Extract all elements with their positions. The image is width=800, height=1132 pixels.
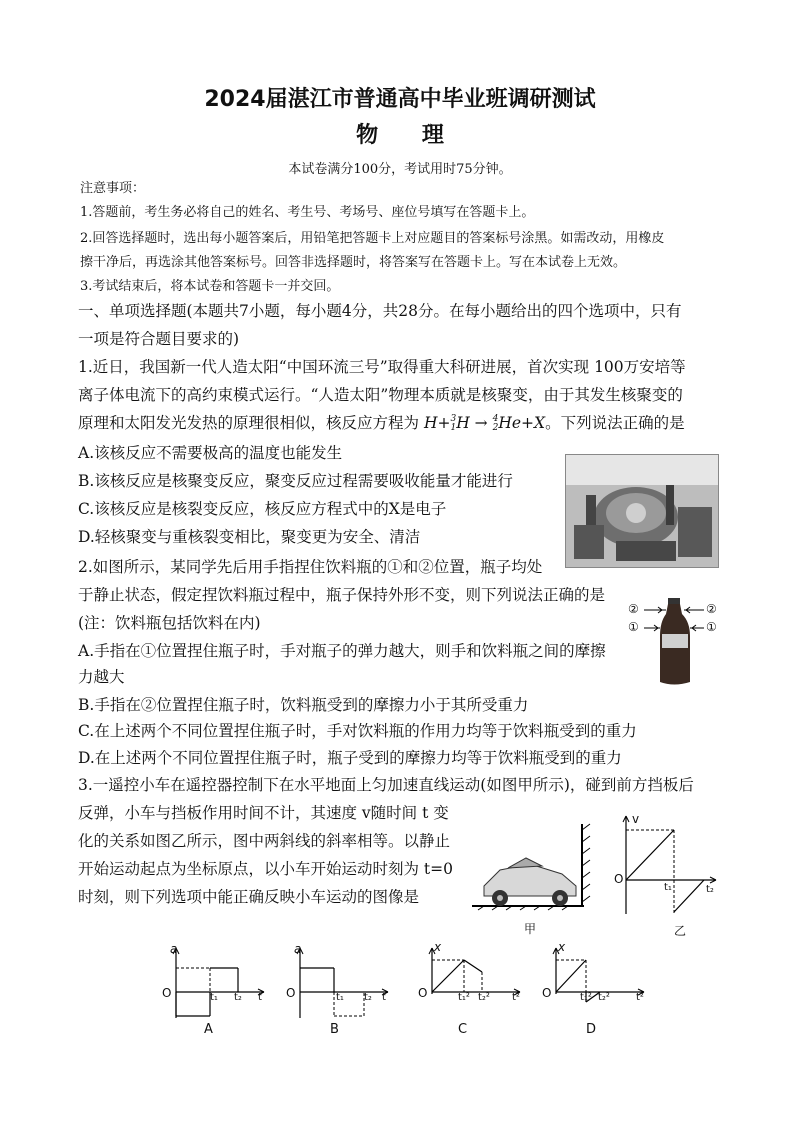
q1-option-d[interactable]: D.轻核聚变与重核裂变相比，聚变更为安全、清洁	[78, 528, 421, 546]
axis-a: a	[294, 942, 302, 956]
t1-label: t₁²	[458, 992, 470, 1003]
position-2-label-left: ②	[628, 602, 639, 616]
t2-label: t₂²	[478, 992, 490, 1003]
section-heading: 一、单项选择题(本题共7小题，每小题4分，共28分。在每小题给出的四个选项中，只有	[78, 302, 682, 320]
vt-origin: O	[614, 872, 624, 886]
q2-stem: 于静止状态，假定捏饮料瓶过程中，瓶子保持外形不变，则下列说法正确的是	[78, 586, 606, 604]
option-c-label: C	[458, 1022, 468, 1037]
tokamak-photo	[565, 454, 719, 568]
axis-x: x	[558, 940, 566, 954]
q3-option-d-graph[interactable]	[540, 940, 650, 1044]
origin: O	[162, 986, 172, 1000]
position-1-label-left: ①	[628, 620, 639, 634]
vt-t2: t₂	[706, 884, 714, 895]
option-d-label: D	[586, 1022, 597, 1037]
vt-t1: t₁	[664, 882, 672, 893]
position-2-label-right: ②	[706, 602, 717, 616]
q1-stem: 。下列说法正确的是	[545, 414, 685, 432]
q3-option-c-graph[interactable]	[416, 940, 526, 1044]
t1-label: t₁	[336, 992, 344, 1003]
t2-label: t₂	[234, 992, 242, 1003]
q1-stem: 1.近日，我国新一代人造太阳“中国环流三号”取得重大科研进展，首次实现 100万安培等	[78, 358, 686, 376]
q1-stem: 离子体电流下的高约束模式运行。“人造太阳”物理本质就是核聚变，由于其发生核聚变的	[78, 386, 683, 404]
q3-option-b-graph[interactable]	[284, 944, 394, 1044]
origin: O	[286, 986, 296, 1000]
nuclear-equation: H+3 1H → 4 2He+X	[423, 414, 546, 433]
axis-x: x	[434, 940, 442, 954]
q1-option-a[interactable]: A.该核反应不需要极高的温度也能发生	[78, 444, 343, 462]
exam-info: 本试卷满分100分，考试用时75分钟。	[288, 162, 512, 177]
t2-label: t₂²	[598, 992, 610, 1003]
subject-title: 物 理	[356, 123, 444, 148]
note-item: 2.回答选择题时，选出每小题答案后，用铅笔把答题卡上对应题目的答案标号涂黑。如需改动，用橡皮	[80, 231, 665, 246]
q1-stem: 原理和太阳发光发热的原理很相似，核反应方程为	[78, 414, 424, 432]
section-heading-cont: 一项是符合题目要求的)	[78, 330, 240, 348]
t-label: t	[258, 992, 262, 1003]
q3-stem: 3.一遥控小车在遥控器控制下在水平地面上匀加速直线运动(如图甲所示)，碰到前方挡板后	[78, 776, 694, 794]
note-item: 1.答题前，考生务必将自己的姓名、考生号、考场号、座位号填写在答题卡上。	[80, 205, 535, 220]
position-1-label-right: ①	[706, 620, 717, 634]
origin: O	[418, 986, 428, 1000]
t-label: t	[382, 992, 386, 1003]
q3-stem: 反弹，小车与挡板作用时间不计，其速度 v随时间 t 变	[78, 804, 449, 822]
figure-jia-car-wall	[470, 820, 600, 936]
q3-stem: 化的关系如图乙所示，图中两斜线的斜率相等。以静止	[78, 832, 451, 850]
q3-stem: 时刻，则下列选项中能正确反映小车运动的图像是	[78, 888, 420, 906]
t-label: t²	[512, 992, 520, 1003]
q2-stem: (注：饮料瓶包括饮料在内)	[78, 614, 261, 632]
t2-label: t₂	[364, 992, 372, 1003]
note-item: 擦干净后，再选涂其他答案标号。回答非选择题时，将答案写在答题卡上。写在本试卷上无效。	[80, 255, 627, 270]
figure-yi-caption: 乙	[674, 924, 687, 938]
q2-option-c[interactable]: C.在上述两个不同位置捏住瓶子时，手对饮料瓶的作用力均等于饮料瓶受到的重力	[78, 722, 637, 740]
bottle-figure	[628, 596, 722, 688]
figure-jia-caption: 甲	[524, 922, 537, 936]
origin: O	[542, 986, 552, 1000]
t-label: t²	[636, 992, 644, 1003]
q3-option-a-graph[interactable]	[160, 944, 270, 1044]
t1-label: t₁²	[580, 992, 592, 1003]
note-item: 3.考试结束后，将本试卷和答题卡一并交回。	[80, 279, 340, 294]
exam-title: 2024届湛江市普通高中毕业班调研测试	[204, 87, 596, 112]
t1-label: t₁	[210, 992, 218, 1003]
q1-stem-formula-line	[78, 410, 728, 437]
axis-a: a	[170, 942, 178, 956]
q2-option-b[interactable]: B.手指在②位置捏住瓶子时，饮料瓶受到的摩擦力小于其所受重力	[78, 696, 529, 714]
q3-stem: 开始运动起点为坐标原点，以小车开始运动时刻为 t=0	[78, 860, 454, 878]
notes-heading: 注意事项：	[80, 181, 146, 196]
q2-option-a[interactable]: A.手指在①位置捏住瓶子时，手对瓶子的弹力越大，则手和饮料瓶之间的摩擦	[78, 642, 606, 660]
figure-yi-vt-graph	[612, 812, 722, 940]
q1-option-b[interactable]: B.该核反应是核聚变反应，聚变反应过程需要吸收能量才能进行	[78, 472, 513, 490]
option-b-label: B	[330, 1022, 339, 1037]
q2-stem: 2.如图所示，某同学先后用手指捏住饮料瓶的①和②位置，瓶子均处	[78, 558, 543, 576]
q2-option-d[interactable]: D.在上述两个不同位置捏住瓶子时，瓶子受到的摩擦力均等于饮料瓶受到的重力	[78, 749, 622, 767]
vt-axis-v: v	[632, 812, 640, 826]
q2-option-a-cont: 力越大	[78, 668, 125, 686]
q1-option-c[interactable]: C.该核反应是核裂变反应，核反应方程式中的X是电子	[78, 500, 447, 518]
option-a-label: A	[204, 1022, 213, 1037]
